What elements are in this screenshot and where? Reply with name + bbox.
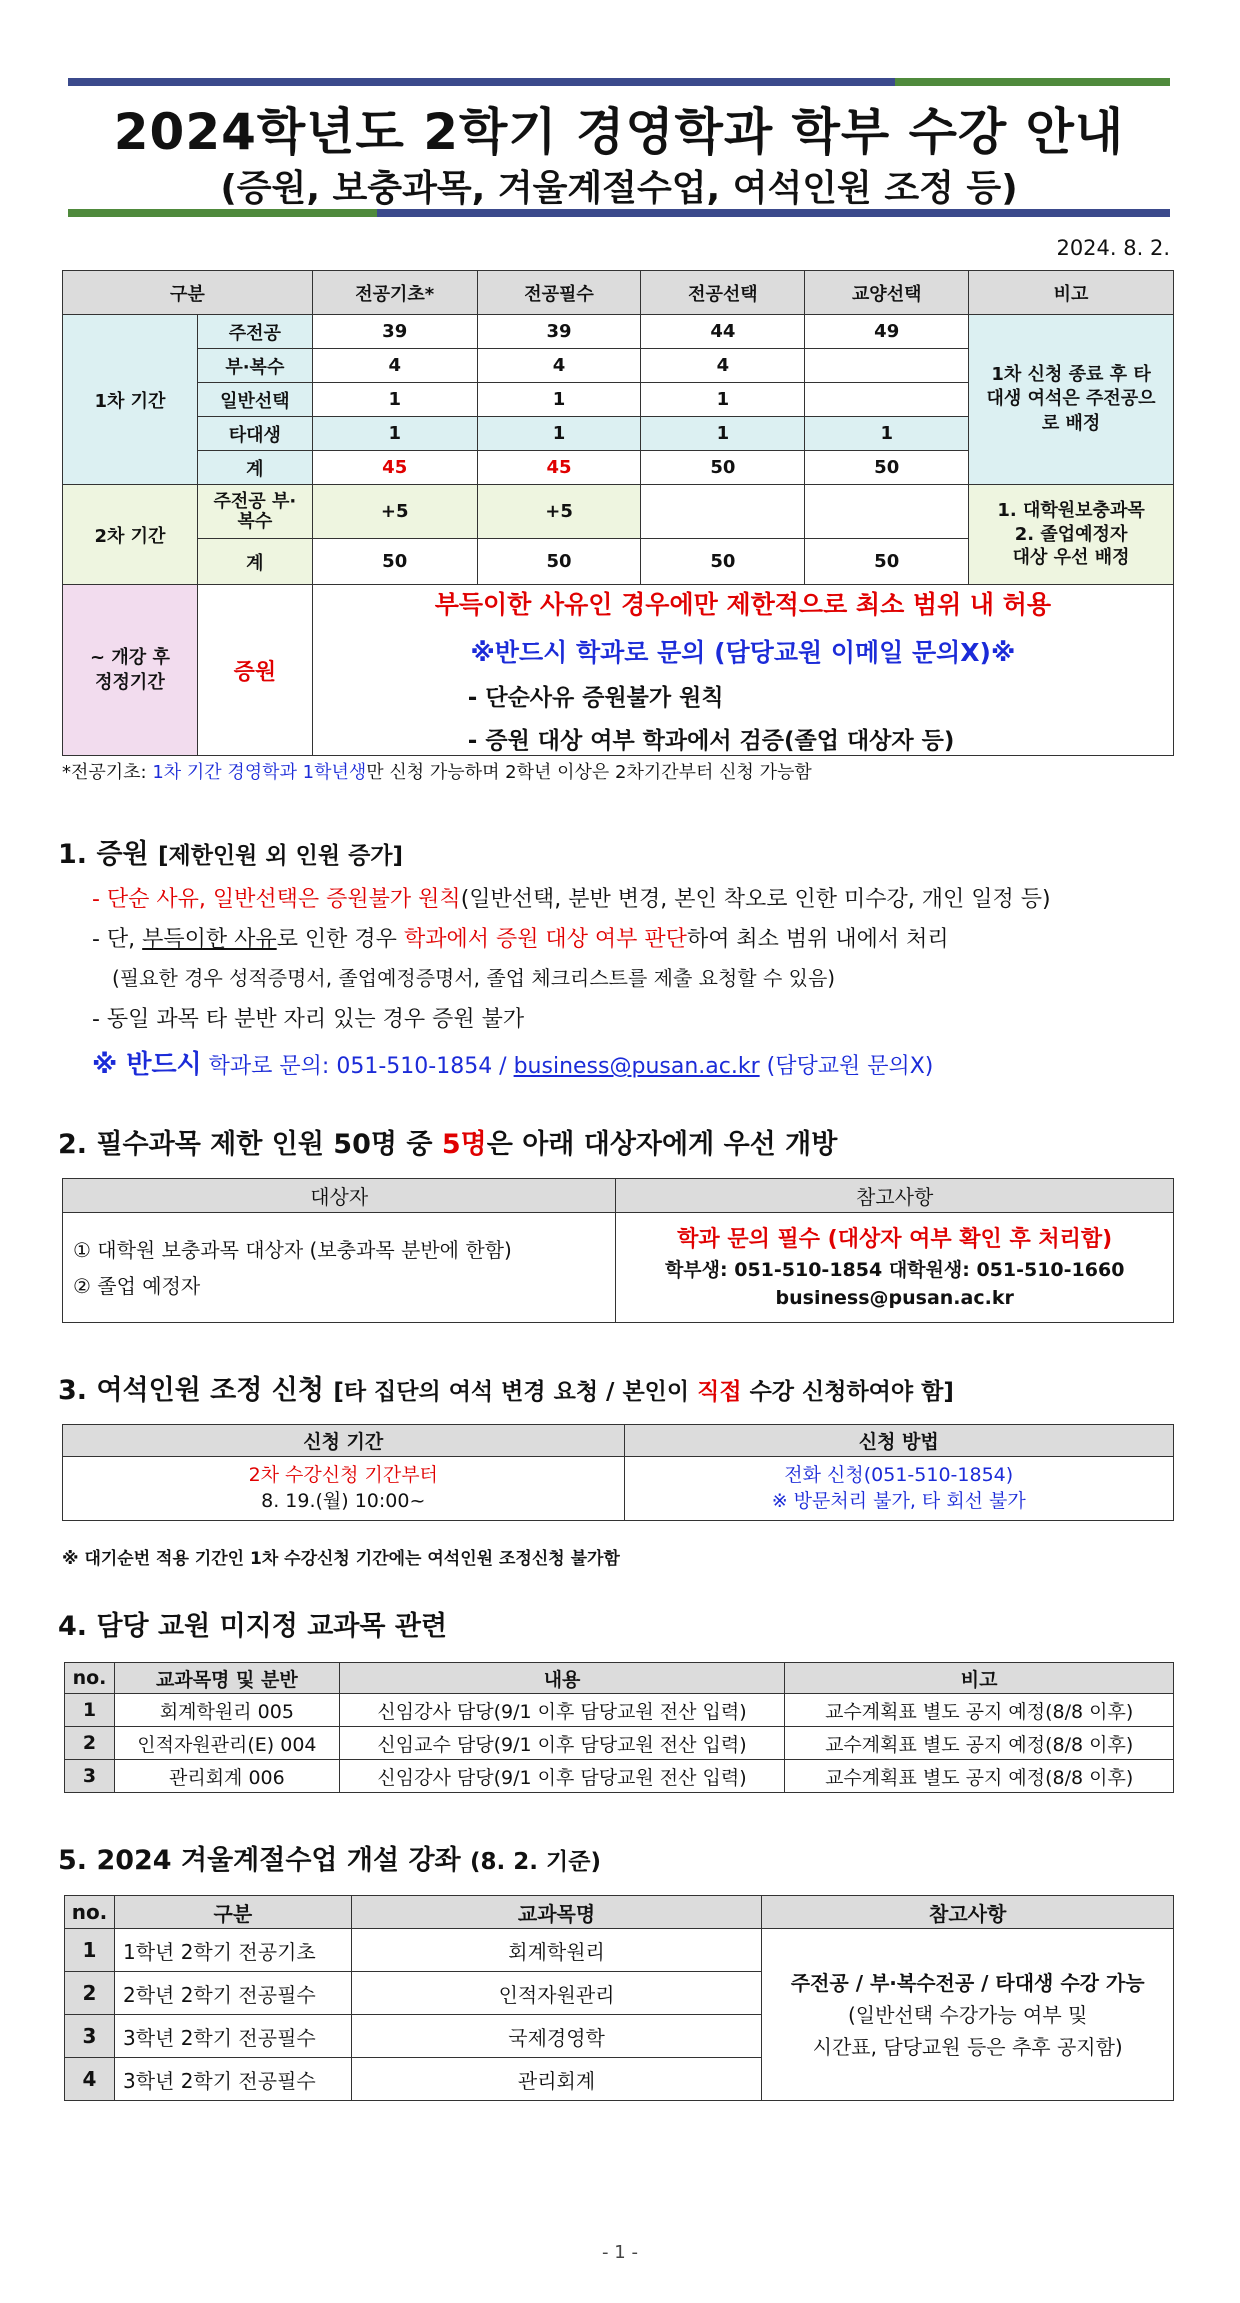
cell: 1 bbox=[312, 383, 477, 417]
sec3-note: ※ 대기순번 적용 기간인 1차 수강신청 기간에는 여석인원 조정신청 불가함 bbox=[62, 1549, 620, 1569]
section-5-heading bbox=[58, 1838, 601, 1877]
phase2-label: 2차 기간 bbox=[63, 485, 198, 585]
cell: 45 bbox=[477, 451, 641, 485]
note-line: 2. 졸업예정자 bbox=[1014, 523, 1128, 545]
reference-line-2: (일반선택 수강가능 여부 및 bbox=[847, 2002, 1088, 2027]
header-period: 신청 기간 bbox=[63, 1425, 625, 1457]
method-line-1: 전화 신청(051-510-1854) bbox=[784, 1463, 1014, 1486]
period-date: 8. 19.(월) 10:00~ bbox=[261, 1489, 426, 1512]
page-number: - 1 - bbox=[602, 2242, 638, 2263]
adjust-line-2: ※반드시 학과로 문의 (담당교원 이메일 문의X)※ bbox=[470, 638, 1016, 667]
text-underlined: 부득이한 사유 bbox=[142, 927, 277, 952]
phase1-label: 1차 기간 bbox=[63, 315, 198, 485]
cell: 1 bbox=[477, 417, 641, 451]
cell bbox=[805, 383, 969, 417]
header-content: 내용 bbox=[339, 1663, 785, 1694]
cell bbox=[805, 349, 969, 383]
reference-red: 학과 문의 필수 (대상자 여부 확인 후 처리함) bbox=[677, 1226, 1113, 1252]
cell: 2 bbox=[65, 1727, 115, 1760]
cell: 1 bbox=[641, 417, 805, 451]
cell: 교수계획표 별도 공지 예정(8/8 이후) bbox=[785, 1760, 1174, 1793]
row-category: 주전공 bbox=[197, 315, 312, 349]
phase1-note: 1차 신청 종료 후 타대생 여석은 주전공으로 배정 bbox=[969, 315, 1174, 485]
cell: 1학년 2학기 전공기초 bbox=[114, 1929, 351, 1972]
cell: 신임교수 담당(9/1 이후 담당교원 전산 입력) bbox=[339, 1727, 785, 1760]
header-course: 교과목명 및 분반 bbox=[114, 1663, 339, 1694]
cell: +5 bbox=[312, 485, 477, 539]
text: 하여 최소 범위 내에서 처리 bbox=[686, 927, 949, 952]
enrollment-quota-table bbox=[62, 270, 1174, 756]
cell: 교수계획표 별도 공지 예정(8/8 이후) bbox=[785, 1694, 1174, 1727]
footnote-suffix: 만 신청 가능하며 2학년 이상은 2차기간부터 신청 가능함 bbox=[366, 762, 812, 783]
header-course-name: 교과목명 bbox=[351, 1896, 762, 1929]
header-remarks: 비고 bbox=[969, 271, 1174, 315]
bottom-decor-bar bbox=[68, 209, 1170, 217]
table-row bbox=[63, 485, 1174, 539]
cell: 50 bbox=[641, 539, 805, 585]
priority-target-table bbox=[62, 1178, 1174, 1323]
reference-line-3: 시간표, 담당교원 등은 추후 공지함) bbox=[812, 2034, 1123, 2059]
cell: 39 bbox=[312, 315, 477, 349]
table-row bbox=[65, 1929, 1174, 1972]
header-reference: 참고사항 bbox=[616, 1179, 1174, 1213]
section-2-heading bbox=[58, 1122, 837, 1161]
sec1-bullet-2-sub: (필요한 경우 성적증명서, 졸업예정증명서, 졸업 체크리스트를 제출 요청할 수 있음) bbox=[112, 966, 836, 990]
page-title: 2024학년도 2학기 경영학과 학부 수강 안내 bbox=[113, 103, 1125, 161]
row-category: 주전공 부·복수 bbox=[197, 485, 312, 539]
table-row bbox=[65, 1760, 1174, 1793]
text: - 단, bbox=[92, 927, 143, 952]
text: 2. 필수과목 제한 인원 50명 중 bbox=[58, 1129, 442, 1160]
contact-suffix: (담당교원 문의X) bbox=[759, 1054, 934, 1079]
sec1-bullet-1-red: - 단순 사유, 일반선택은 증원불가 원칙 bbox=[92, 887, 461, 912]
sec1-bullet-1-rest: (일반선택, 분반 변경, 본인 착오로 인한 미수강, 개인 일정 등) bbox=[460, 887, 1051, 912]
header-remarks: 비고 bbox=[785, 1663, 1174, 1694]
footnote-prefix: *전공기초: bbox=[62, 762, 153, 783]
method-line-2: ※ 방문처리 불가, 타 회선 불가 bbox=[771, 1489, 1026, 1512]
section-5-subtitle: (8. 2. 기준) bbox=[470, 1849, 601, 1875]
period-cell bbox=[63, 1457, 625, 1521]
phase2-note bbox=[969, 485, 1174, 585]
text: 수강 신청하여야 함] bbox=[741, 1379, 954, 1405]
row-category: 타대생 bbox=[197, 417, 312, 451]
header-target: 대상자 bbox=[63, 1179, 616, 1213]
cell bbox=[641, 485, 805, 539]
cell: 44 bbox=[641, 315, 805, 349]
sec1-bullet-3: - 동일 과목 타 분반 자리 있는 경우 증원 불가 bbox=[92, 1007, 525, 1032]
row-category: 계 bbox=[197, 451, 312, 485]
row-category: 일반선택 bbox=[197, 383, 312, 417]
adjust-line-4: - 증원 대상 여부 학과에서 검증(졸업 대상자 등) bbox=[467, 728, 955, 754]
note-line: 1. 대학원보충과목 bbox=[997, 500, 1145, 522]
cell: 3학년 2학기 전공필수 bbox=[114, 2015, 351, 2058]
method-cell bbox=[624, 1457, 1174, 1521]
section-3-title: 3. 여석인원 조정 신청 bbox=[58, 1375, 324, 1406]
cell: 2 bbox=[65, 1972, 115, 2015]
section-3-heading bbox=[58, 1368, 954, 1407]
header-category: 구분 bbox=[114, 1896, 351, 1929]
header-method: 신청 방법 bbox=[624, 1425, 1174, 1457]
text-red: 직접 bbox=[697, 1379, 742, 1405]
cell: 회계학원리 bbox=[351, 1929, 762, 1972]
header-major-basic: 전공기초* bbox=[312, 271, 477, 315]
sec1-bullet-2 bbox=[92, 922, 949, 953]
header-category: 구분 bbox=[63, 271, 313, 315]
document-date: 2024. 8. 2. bbox=[1056, 236, 1170, 260]
reference-email: business@pusan.ac.kr bbox=[775, 1287, 1014, 1309]
cell: 50 bbox=[312, 539, 477, 585]
footnote-highlight: 1차 기간 경영학과 1학년생 bbox=[152, 762, 367, 783]
row-category: 부·복수 bbox=[197, 349, 312, 383]
adjust-category: 증원 bbox=[197, 585, 312, 756]
cell: 3 bbox=[65, 1760, 115, 1793]
cell: 39 bbox=[477, 315, 641, 349]
text: 로 인한 경우 bbox=[276, 927, 404, 952]
text: [타 집단의 여석 변경 요청 / 본인이 bbox=[333, 1379, 698, 1405]
cell: 교수계획표 별도 공지 예정(8/8 이후) bbox=[785, 1727, 1174, 1760]
target-list bbox=[63, 1213, 616, 1323]
cell: 1 bbox=[805, 417, 969, 451]
header-liberal-elective: 교양선택 bbox=[805, 271, 969, 315]
contact-phone: 학과로 문의: 051-510-1854 / bbox=[201, 1054, 514, 1079]
cell bbox=[805, 485, 969, 539]
cell: 49 bbox=[805, 315, 969, 349]
list-item: ② 졸업 예정자 bbox=[73, 1273, 201, 1298]
text-red: 학과에서 증원 대상 여부 판단 bbox=[403, 927, 687, 952]
header-reference: 참고사항 bbox=[762, 1896, 1174, 1929]
text: 은 아래 대상자에게 우선 개방 bbox=[486, 1129, 838, 1160]
adjust-label: ~ 개강 후 정정기간 bbox=[63, 585, 198, 756]
cell: 4 bbox=[477, 349, 641, 383]
note-line: 대상 우선 배정 bbox=[1012, 547, 1130, 569]
seat-adjust-table bbox=[62, 1424, 1174, 1521]
cell: 인적자원관리(E) 004 bbox=[114, 1727, 339, 1760]
winter-reference bbox=[762, 1929, 1174, 2101]
adjust-line-3: - 단순사유 증원불가 원칙 bbox=[467, 685, 724, 711]
header-major-required: 전공필수 bbox=[477, 271, 641, 315]
cell: 신임강사 담당(9/1 이후 담당교원 전산 입력) bbox=[339, 1760, 785, 1793]
table-row bbox=[65, 1694, 1174, 1727]
cell: 1 bbox=[65, 1694, 115, 1727]
cell: 4 bbox=[312, 349, 477, 383]
text-red: 5명 bbox=[441, 1129, 487, 1160]
period-red: 2차 수강신청 기간부터 bbox=[248, 1463, 438, 1486]
cell: 1 bbox=[65, 1929, 115, 1972]
footnote bbox=[62, 758, 812, 784]
cell: 4 bbox=[641, 349, 805, 383]
adjust-line-1: 부득이한 사유인 경우에만 제한적으로 최소 범위 내 허용 bbox=[434, 590, 1052, 619]
adjust-description bbox=[312, 585, 1173, 756]
section-1-heading bbox=[58, 832, 403, 871]
cell: 인적자원관리 bbox=[351, 1972, 762, 2015]
cell: 4 bbox=[65, 2058, 115, 2101]
page-subtitle: (증원, 보충과목, 겨울계절수업, 여석인원 조정 등) bbox=[220, 168, 1018, 209]
section-1-subtitle: [제한인원 외 인원 증가] bbox=[158, 843, 404, 869]
cell: 2학년 2학기 전공필수 bbox=[114, 1972, 351, 2015]
table-row bbox=[65, 1727, 1174, 1760]
cell: 50 bbox=[805, 539, 969, 585]
list-item: ① 대학원 보충과목 대상자 (보충과목 분반에 한함) bbox=[73, 1237, 512, 1262]
row-category: 계 bbox=[197, 539, 312, 585]
header-no: no. bbox=[65, 1663, 115, 1694]
cell: 회계학원리 005 bbox=[114, 1694, 339, 1727]
cell: 1 bbox=[641, 383, 805, 417]
cell: 50 bbox=[805, 451, 969, 485]
sec1-bullet-1 bbox=[92, 882, 1051, 913]
section-5-title: 5. 2024 겨울계절수업 개설 강좌 bbox=[58, 1845, 461, 1876]
unassigned-courses-table bbox=[64, 1662, 1174, 1793]
reference-cell bbox=[616, 1213, 1174, 1323]
section-1-title: 1. 증원 bbox=[58, 839, 149, 870]
top-decor-bar bbox=[68, 78, 1170, 86]
cell: 1 bbox=[312, 417, 477, 451]
table-row bbox=[63, 315, 1174, 349]
cell: 관리회계 bbox=[351, 2058, 762, 2101]
sec1-contact bbox=[92, 1044, 933, 1081]
header-no: no. bbox=[65, 1896, 115, 1929]
section-4-title: 4. 담당 교원 미지정 교과목 관련 bbox=[58, 1611, 448, 1642]
cell: 3학년 2학기 전공필수 bbox=[114, 2058, 351, 2101]
reference-line-1: 주전공 / 부·복수전공 / 타대생 수강 가능 bbox=[790, 1970, 1145, 1995]
reference-phone: 학부생: 051-510-1854 대학원생: 051-510-1660 bbox=[664, 1258, 1125, 1281]
cell: 50 bbox=[477, 539, 641, 585]
cell: 1 bbox=[477, 383, 641, 417]
header-major-elective: 전공선택 bbox=[641, 271, 805, 315]
winter-courses-table bbox=[64, 1895, 1174, 2101]
cell: 신임강사 담당(9/1 이후 담당교원 전산 입력) bbox=[339, 1694, 785, 1727]
cell: 국제경영학 bbox=[351, 2015, 762, 2058]
cell: 45 bbox=[312, 451, 477, 485]
table-row bbox=[63, 585, 1174, 756]
contact-mark: ※ 반드시 bbox=[92, 1050, 202, 1080]
cell: 관리회계 006 bbox=[114, 1760, 339, 1793]
cell: +5 bbox=[477, 485, 641, 539]
cell: 3 bbox=[65, 2015, 115, 2058]
cell: 50 bbox=[641, 451, 805, 485]
contact-email-link[interactable]: business@pusan.ac.kr bbox=[513, 1054, 760, 1079]
